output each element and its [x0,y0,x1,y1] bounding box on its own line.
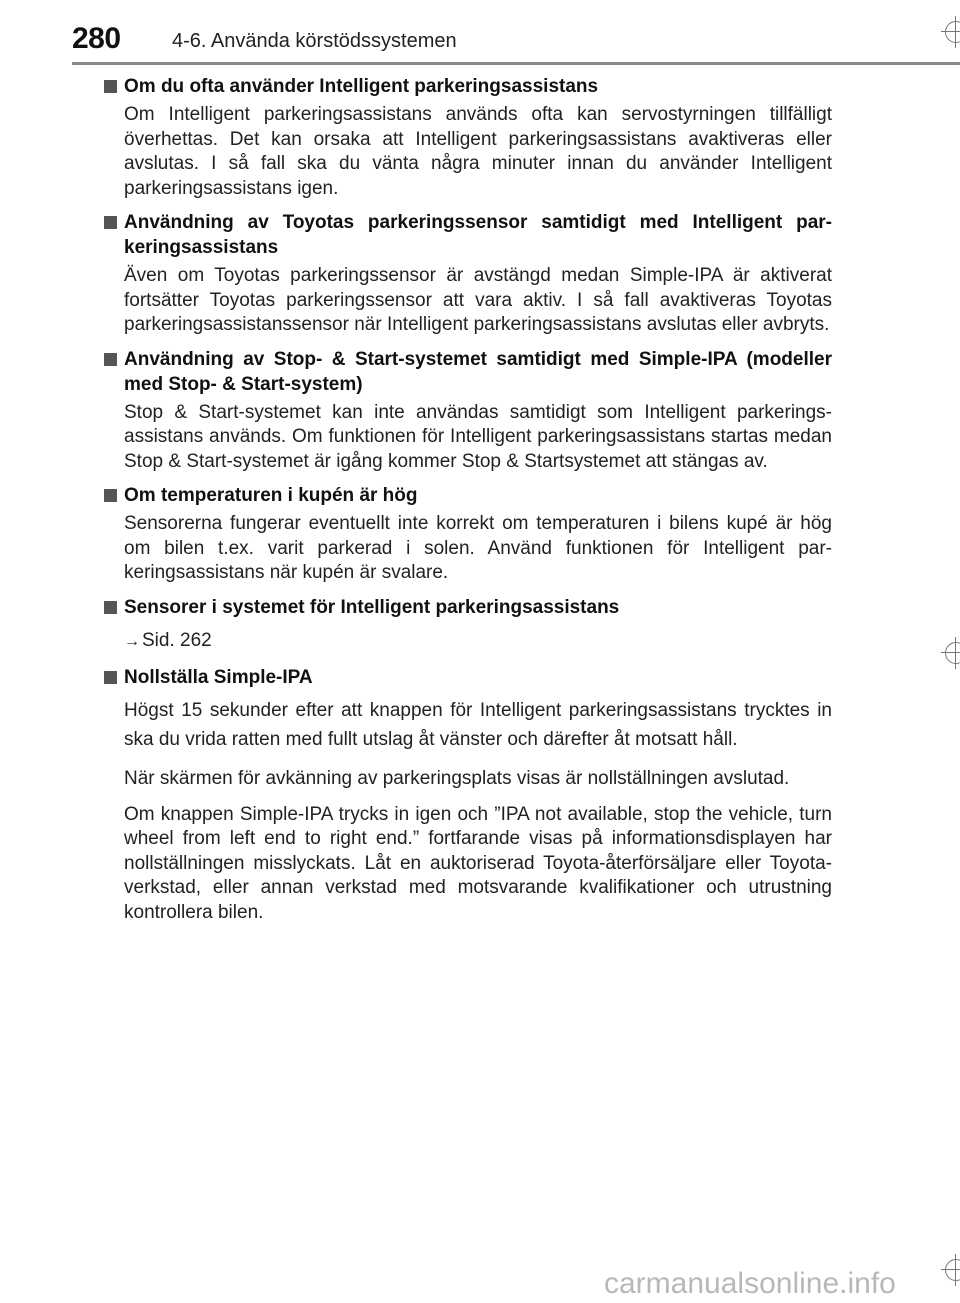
section-parking-sensor [104,210,832,338]
page-header [0,0,960,66]
section-heading [104,74,832,99]
paragraph: Stop & Start-systemet kan inte användas samtidigt som Intelligent parkeringsassistans används. Om funktionen för Intelligent parkeringsassistans startas medan Stop & Start-systemet är igång kommer Stop & Startsystemet att stängas av. [124,401,832,472]
section-heading [104,210,832,260]
section-reset-simple-ipa [104,665,832,926]
crop-mark-bottom-right [935,1250,960,1290]
section-heading-text: Om du ofta använder Intelligent parkeringsassistans [124,76,599,97]
section-heading [104,665,832,690]
section-stop-start [104,347,832,475]
paragraph: Om knappen Simple-IPA trycks in igen och ”IPA not available, stop the vehicle, turn wheel from left end to right end.” fortfarande visas på informationsdisplayen har nollställningen misslyckats. Låt en auktoriserad Toyota-återförsäljare eller Toyota-verkstad, eller annan verkstad med motsvarande kvalifikationer och utrustning kontrollera bilen. [124,803,832,923]
crop-mark-middle-right [935,633,960,673]
chapter-title: 4-6. Använda körstödssystemen [172,30,457,52]
section-heading [104,595,832,620]
square-bullet-icon [104,216,117,229]
page-reference-link[interactable]: Sid. 262 [142,629,212,651]
section-cabin-temperature [104,483,832,586]
paragraph: Sensorerna fungerar eventuellt inte korrekt om temperaturen i bilens kupé är hög om bilen t.ex. varit parkerad i solen. Använd funktionen för Intelligent parkeringsassistans när kupén är svalare. [124,513,832,583]
section-sensors [104,595,832,656]
square-bullet-icon [104,353,117,366]
paragraph: Högst 15 sekunder efter att knappen för Intelligent parkeringsassistans trycktes in ska du vrida ratten med fullt utslag åt vänster och därefter åt motsatt håll. [124,699,832,750]
page-reference[interactable] [104,626,832,656]
square-bullet-icon [104,601,117,614]
footer-watermark: carmanualsonline.info [604,1267,896,1300]
section-heading [104,347,832,397]
paragraph: Om Intelligent parkeringsassistans används ofta kan servostyrningen tillfälligt överhettas. Det kan orsaka att Intelligent parkeringsassistans avaktiveras eller avslutas. I så fall ska du vänta några minuter innan du använder Intelligent parkeringsassistans igen. [124,104,832,199]
header-rule [72,62,960,65]
square-bullet-icon [104,489,117,502]
paragraph: Även om Toyotas parkeringssensor är avstängd medan Simple-IPA är aktiverat fortsätter Toyotas parkeringssensor att vara aktiv. I så fall avaktiveras Toyotas parkeringsassistanssensor när Intelligent parkeringsassistans avslutas eller avbryts. [124,265,832,335]
section-heading-text: Nollställa Simple-IPA [124,666,313,688]
paragraph: När skärmen för avkänning av parkeringsplats visas är nollställningen avslutad. [124,767,790,789]
section-heading-text: Användning av Toyotas parkeringssensor samtidigt med Intelligent parkeringsassistans [124,212,832,258]
section-heading [104,483,832,508]
arrow-right-icon: → [124,632,140,650]
section-heading-text: Om temperaturen i kupén är hög [124,485,418,506]
page-number: 280 [72,22,121,55]
section-heading-text: Användning av Stop- & Start-systemet samtidigt med Simple-IPA (modeller med Stop- & Start-system) [124,348,832,395]
section-heading-text: Sensorer i systemet för Intelligent parkeringsassistans [124,596,620,618]
square-bullet-icon [104,671,117,684]
page-content [104,74,832,934]
section-frequent-use [104,74,832,201]
crop-mark-top-right [935,12,960,52]
square-bullet-icon [104,80,117,93]
